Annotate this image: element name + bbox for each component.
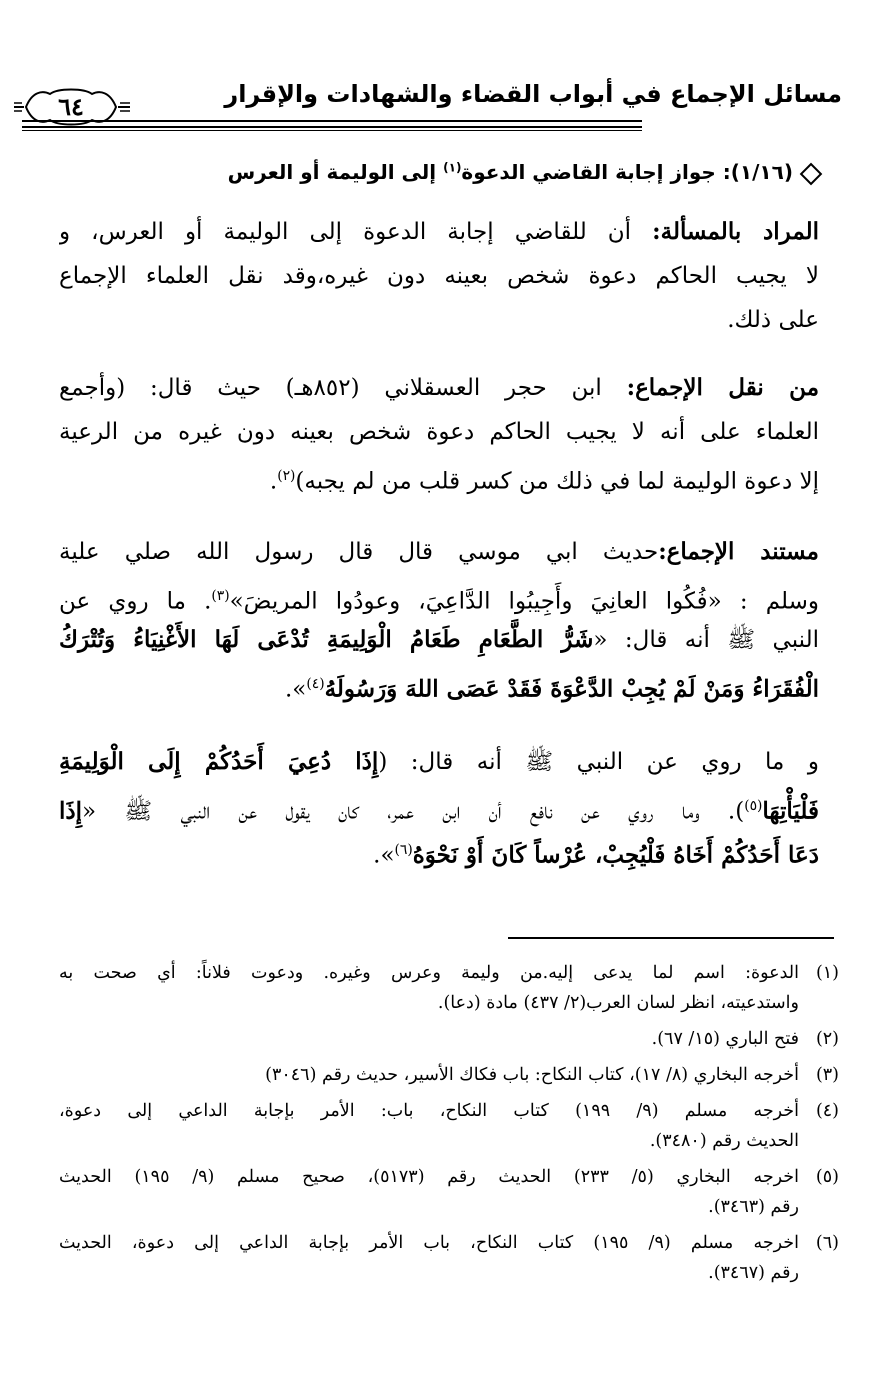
section-heading: (١/١٦): جواز إجابة القاضي الدعوة$^{(١)}$ إلى الوليمة أو العرس [228,160,819,184]
footnote-ref: (٢) [277,468,296,484]
footnote-text: أخرجه مسلم (٩/ ١٩٩) كتاب النكاح، باب: الأمر بإجابة الداعي إلى دعوة، [59,1101,799,1121]
paragraph-hadith-reports [59,740,819,872]
text-line: و ما روي عن النبي ﷺ أنه قال: ( [378,749,819,775]
text-line: إلا دعوة الوليمة لما في ذلك من كسر قلب من لم يجبه) [295,468,819,495]
footnote-ref: (٣) [211,588,230,604]
text-line: ابن حجر العسقلاني (٨٥٢هـ) حيث قال: (وأجمع [59,375,602,401]
paragraph-lead: مستند الإجماع: [658,538,819,565]
diamond-bullet-icon [800,162,823,185]
paragraph-lead: من نقل الإجماع: [626,374,819,401]
footnote-separator [508,937,834,939]
section-number: (١/١٦) [730,160,793,184]
text-line: . [269,468,278,495]
running-header-title: مسائل الإجماع في أبواب القضاء والشهادات والإقرار [224,80,842,108]
footnote [59,1060,839,1090]
hadith-text: شَرُّ الطَّعَامِ طَعَامُ الْوَلِيمَةِ تُدْعَى لَهَا الأَغْنِيَاءُ وَتُتْرَكُ [59,626,594,653]
text-line: ». [373,842,395,869]
hadith-text: إِذَا [59,797,83,825]
footnote [59,1162,839,1222]
footnote-number: (١) [815,963,839,983]
section-title: جواز إجابة القاضي الدعوة [461,160,716,184]
footnote-text: الدعوة: اسم لما يدعى إليه.من وليمة وعرس وغيره. ودعوت فلاناً: أي صحت به [59,963,799,983]
paragraph-issue-meaning [59,210,819,342]
footnote-text: رقم (٣٤٦٧). [708,1263,799,1283]
footnote-text: أخرجه البخاري (٨/ ١٧)، كتاب النكاح: باب فكاك الأسير، حديث رقم (٣٠٤٦) [265,1065,799,1085]
footnote-number: (٦) [815,1233,839,1253]
page-number: ٦٤ [58,92,84,121]
footnote [59,1228,839,1288]
text-line: على ذلك. [727,307,819,333]
text-line: النبي ﷺ أنه قال: « [593,627,819,653]
paragraph-lead: المراد بالمسألة: [652,218,819,245]
footnote-text: اخرجه البخاري (٥/ ٢٣٣) الحديث رقم (٥١٧٣)، صحيح مسلم (٩/ ١٩٥) الحديث [59,1167,799,1187]
text-line: . ما روي عن [59,588,212,615]
footnote-ref: (٤) [306,676,325,692]
footnote [59,1096,839,1156]
paragraph-consensus-basis [59,530,819,706]
footnote-number: (٥) [815,1167,839,1187]
footnote-number: (٤) [815,1101,839,1121]
running-header [22,72,842,132]
footnote [59,958,839,1018]
hadith-text: دَعَا أَحَدُكُمْ أَخَاهُ فَلْيُجِبْ، عُرْساً كَانَ أَوْ نَحْوَهُ [412,841,819,869]
hadith-text: فَلْيَأْتِهَا [762,797,819,825]
paragraph-consensus-source [59,366,819,498]
footnote-number: (٣) [815,1065,839,1085]
page-number-ornament [12,86,130,128]
footnote [59,1024,839,1054]
footnote-text: فتح الباري (١٥/ ٦٧). [651,1029,799,1049]
text-line: العلماء على أنه لا يجيب الحاكم دعوة شخص بعينه دون غيره من الرعية [59,419,819,445]
section-title-cont: إلى الوليمة أو العرس [227,160,437,184]
text-line: ). وما روي عن نافع أن ابن عمر، كان يقول عن النبي ﷺ « [82,798,745,825]
header-rule [22,130,642,131]
footnote-text: رقم (٣٤٦٣). [708,1197,799,1217]
footnote-text: الحديث رقم (٣٤٨٠). [649,1131,799,1151]
footnote-ref: (٥) [744,798,763,814]
footnotes [59,958,839,1294]
text-line: ». [284,676,307,703]
text-line: حديث ابي موسي قال قال رسول الله صلي علية [59,539,659,565]
footnote-text: اخرجه مسلم (٩/ ١٩٥) كتاب النكاح، باب الأمر بإجابة الداعي إلى دعوة، الحديث [59,1233,799,1253]
footnote-ref: (٦) [394,842,413,858]
text-line: وسلم : «فُكُوا العانِيَ وأَجِيبُوا الدَّاعِيَ، وعودُوا المريضَ» [229,588,819,615]
hadith-text: الْفُقَرَاءُ وَمَنْ لَمْ يُجِبْ الدَّعْوَةَ فَقَدْ عَصَى اللهَ وَرَسُولَهُ [324,675,819,703]
hadith-text: إِذَا دُعِيَ أَحَدُكُمْ إِلَى الْوَلِيمَةِ [59,748,379,775]
text-line: لا يجيب الحاكم دعوة شخص بعينه دون غيره،وقد نقل العلماء الإجماع [59,263,819,289]
footnote-number: (٢) [815,1029,839,1049]
text-line: أن للقاضي إجابة الدعوة إلى الوليمة أو العرس، و [59,219,632,245]
footnote-ref: (١) [443,160,462,175]
footnote-text: واستدعيته، انظر لسان العرب(٢/ ٤٣٧) مادة (دعا). [437,993,799,1013]
